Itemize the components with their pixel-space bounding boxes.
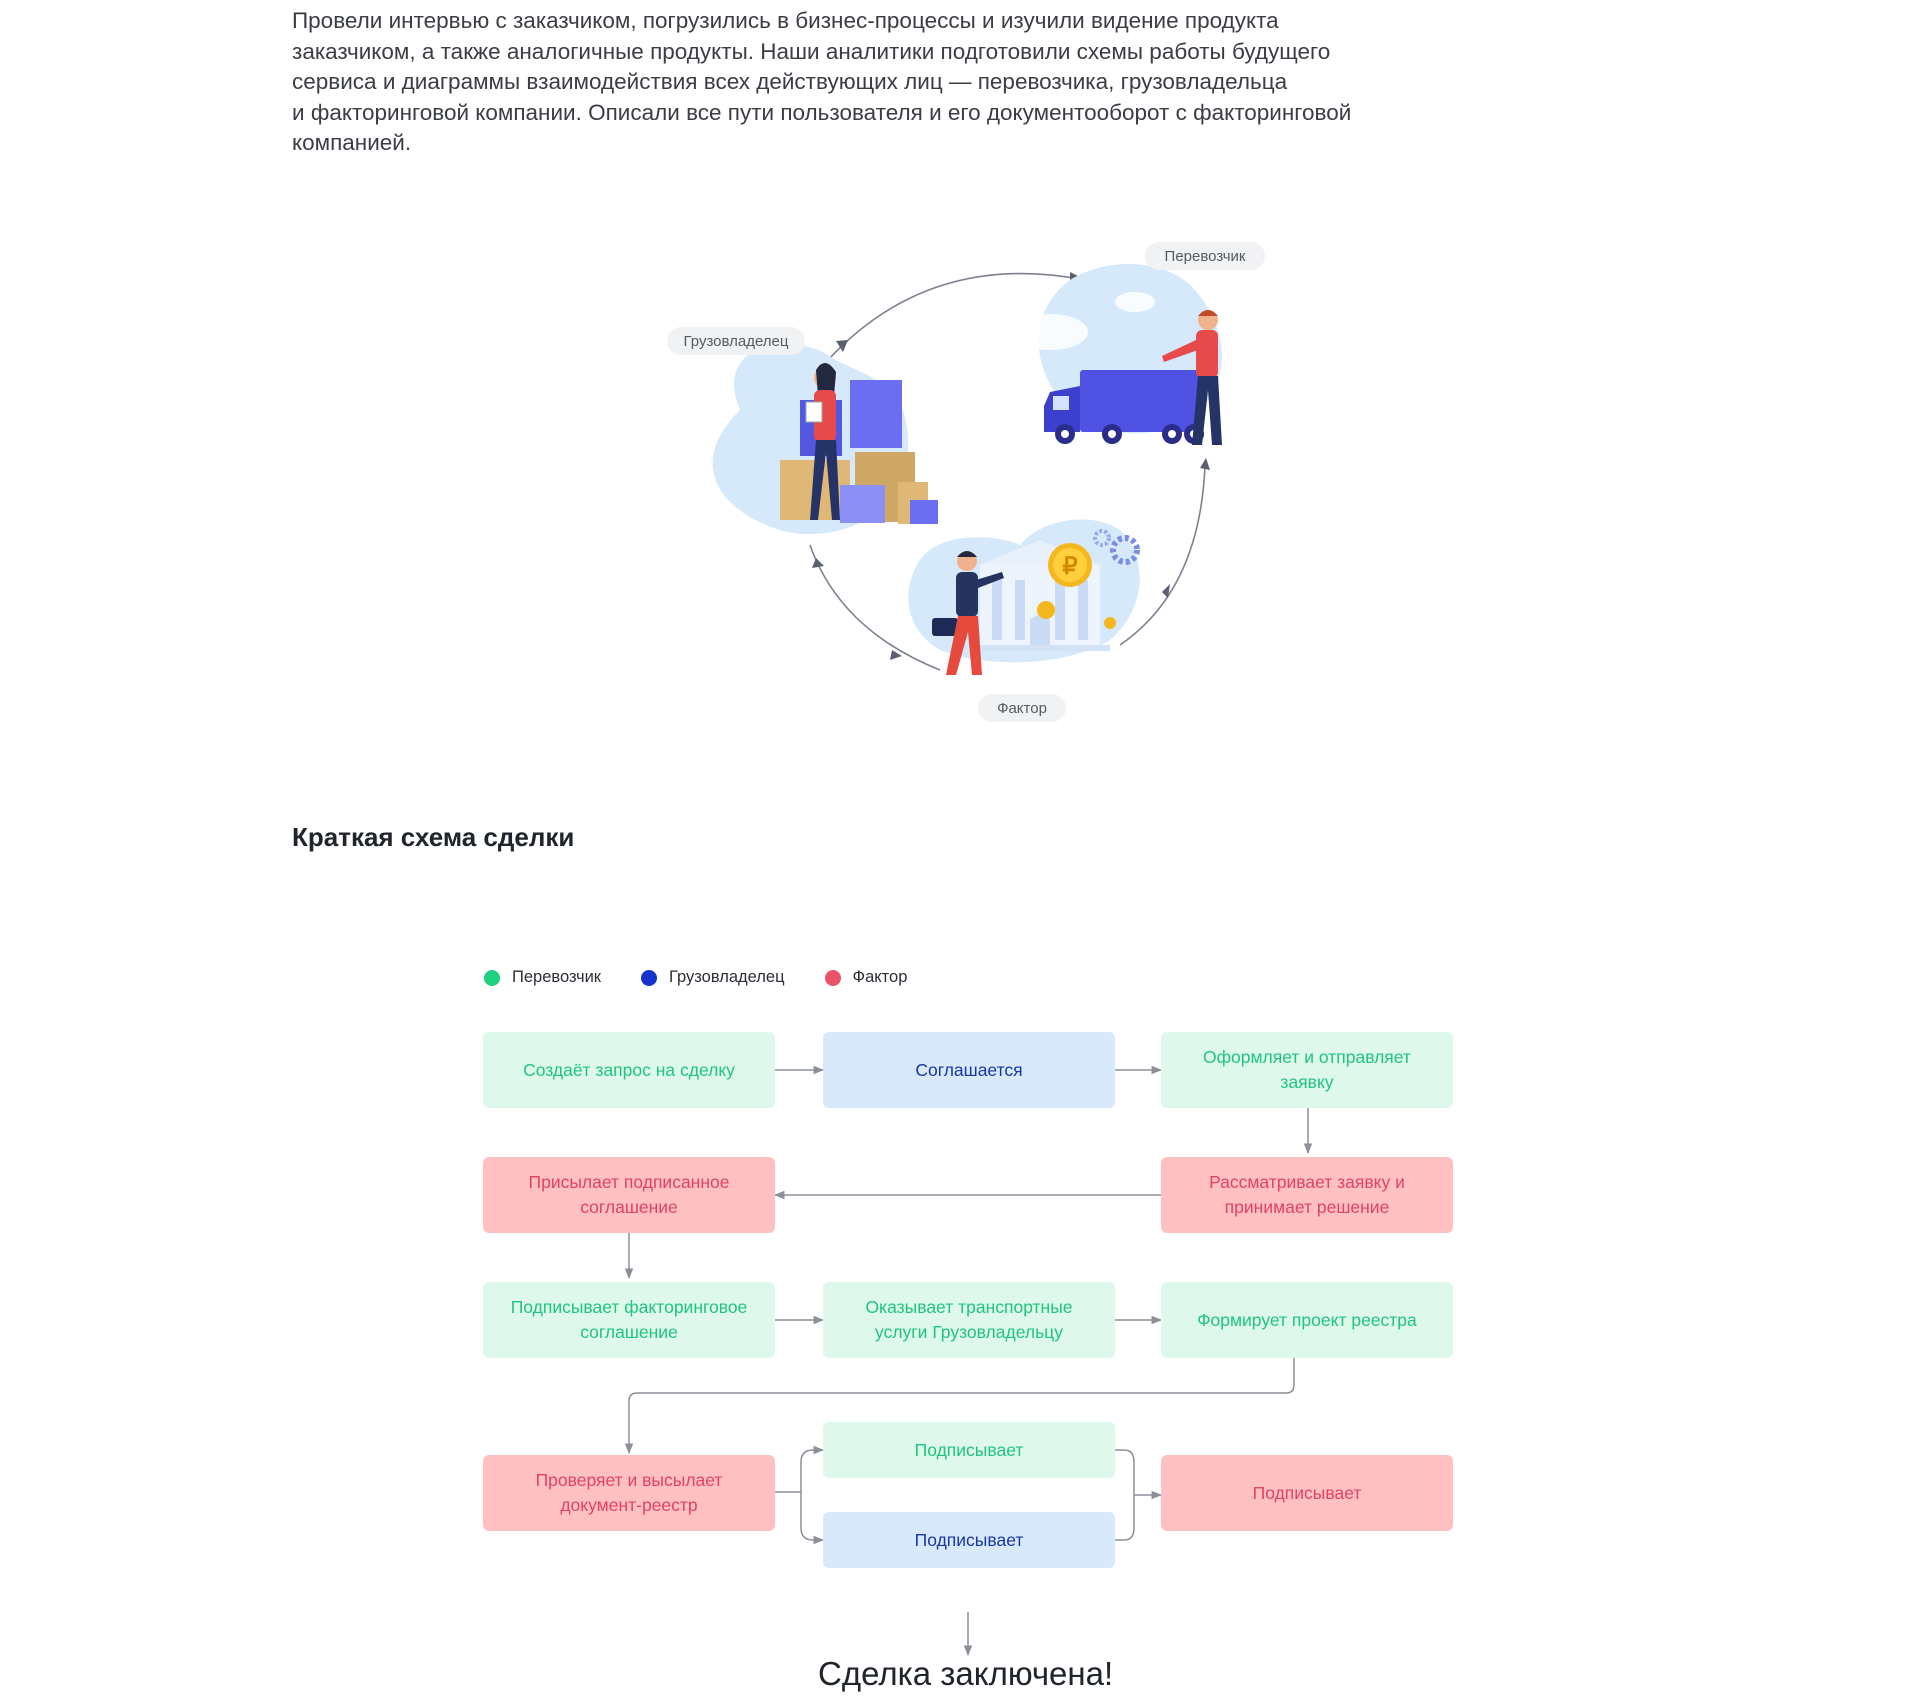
carrier-label: Перевозчик — [1164, 248, 1246, 265]
connector-arrow — [801, 1450, 823, 1492]
intro-line: сервиса и диаграммы взаимодействия всех действующих лиц — перевозчика, грузовладельца — [292, 69, 1288, 94]
deal-result-heading: Сделка заключена! — [818, 1655, 1114, 1692]
rouble-sign: ₽ — [1062, 553, 1078, 580]
intro-line: компанией. — [292, 130, 412, 155]
legend-label: Грузовладелец — [669, 968, 785, 986]
factor-label: Фактор — [997, 700, 1047, 717]
connector-arrow — [801, 1492, 823, 1540]
intro-line: Провели интервью с заказчиком, погрузились в бизнес-процессы и изучили видение продукта — [292, 8, 1279, 33]
step-review-application: Рассматривает заявку и принимает решение — [1161, 1157, 1453, 1233]
step-transport-services: Оказывает транспортные услуги Грузовладельцу — [823, 1282, 1115, 1358]
step-submit-application: Оформляет и отправляет заявку — [1161, 1032, 1453, 1108]
intro-line: заказчиком, а также аналогичные продукты. Наши аналитики подготовили схемы работы будущего — [292, 38, 1331, 64]
step-sign-carrier: Подписывает — [823, 1422, 1115, 1478]
connector-merge — [1113, 1450, 1134, 1540]
legend-label: Перевозчик — [512, 968, 602, 986]
step-sign-factoring-agreement: Подписывает факторинговое соглашение — [483, 1282, 775, 1358]
legend-label: Фактор — [852, 968, 908, 986]
step-agree: Соглашается — [823, 1032, 1115, 1108]
owner-label: Грузовладелец — [683, 333, 789, 350]
step-sign-factor: Подписывает — [1161, 1455, 1453, 1531]
intro-line: и факторинговой компании. Описали все пути пользователя и его документооборот с факторинговой — [292, 99, 1352, 125]
step-send-signed-agreement: Присылает подписанное соглашение — [483, 1157, 775, 1233]
step-sign-owner: Подписывает — [823, 1512, 1115, 1568]
step-form-registry-draft: Формирует проект реестра — [1161, 1282, 1453, 1358]
section-title: Краткая схема сделки — [292, 822, 575, 852]
step-check-registry: Проверяет и высылает документ-реестр — [483, 1455, 775, 1531]
step-create-request: Создаёт запрос на сделку — [483, 1032, 775, 1108]
